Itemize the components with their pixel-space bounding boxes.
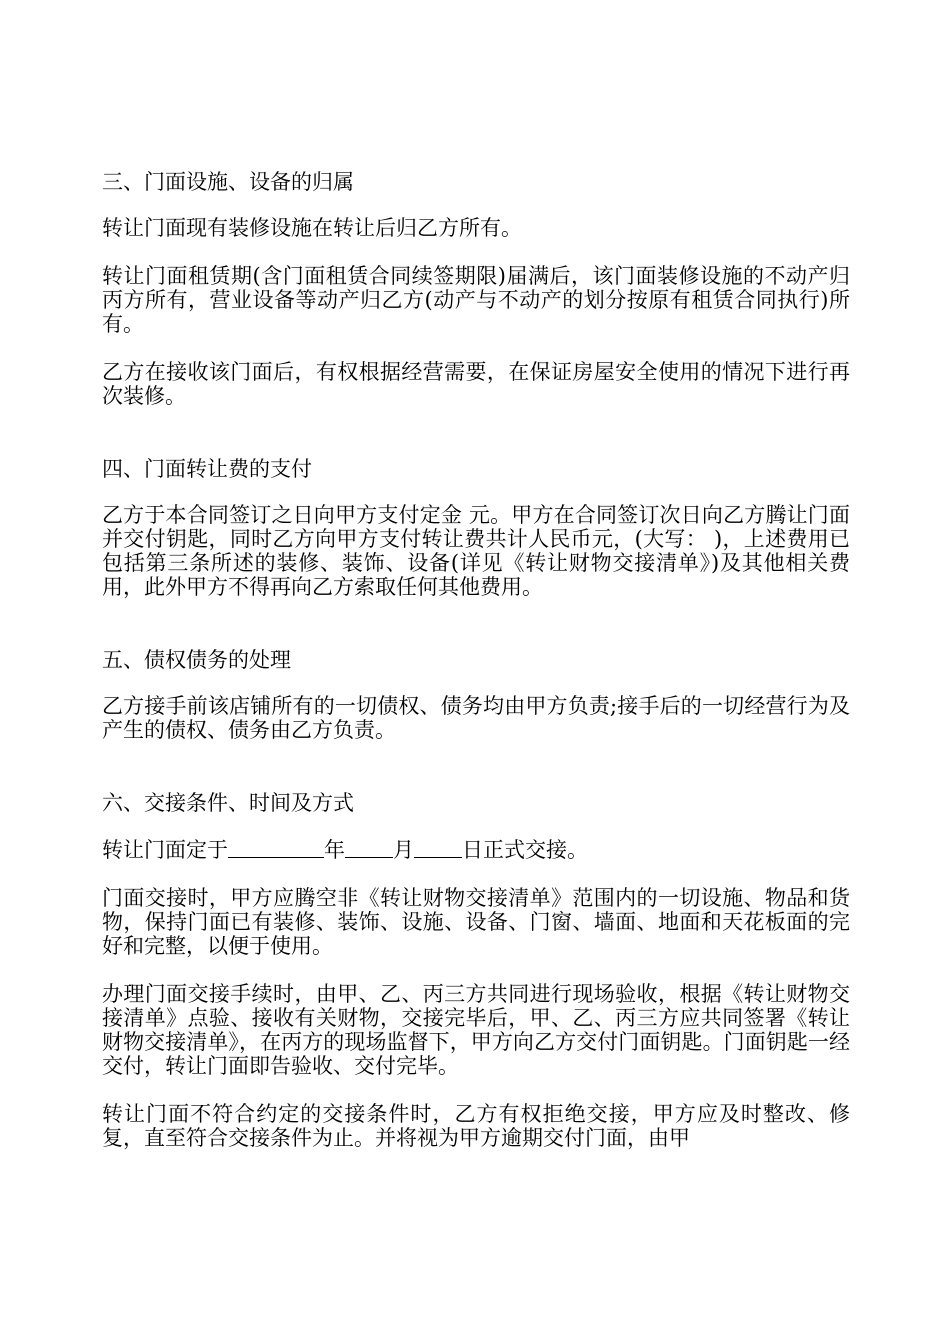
day-blank bbox=[414, 837, 462, 858]
handover-prefix: 转让门面定于 bbox=[102, 838, 228, 862]
paragraph: 转让门面不符合约定的交接条件时，乙方有权拒绝交接，甲方应及时整改、修复，直至符合交接条件为止。并将视为甲方逾期交付门面，由甲 bbox=[102, 1102, 850, 1150]
document-page bbox=[102, 170, 850, 1174]
section-4 bbox=[102, 457, 850, 599]
section-heading: 四、门面转让费的支付 bbox=[102, 457, 312, 481]
section-heading: 五、债权债务的处理 bbox=[102, 648, 291, 672]
paragraph: 门面交接时，甲方应腾空非《转让财物交接清单》范围内的一切设施、物品和货物，保持门面已有装修、装饰、设施、设备、门窗、墙面、地面和天花板面的完好和完整，以便于使用。 bbox=[102, 886, 850, 958]
section-heading: 六、交接条件、时间及方式 bbox=[102, 791, 354, 815]
section-3 bbox=[102, 170, 850, 408]
year-blank bbox=[228, 837, 324, 858]
month-blank bbox=[345, 837, 393, 858]
paragraph: 转让门面租赁期(含门面租赁合同续签期限)届满后，该门面装修设施的不动产归丙方所有，营业设备等动产归乙方(动产与不动产的划分按原有租赁合同执行)所有。 bbox=[102, 264, 850, 336]
paragraph: 转让门面现有装修设施在转让后归乙方所有。 bbox=[102, 216, 522, 240]
section-6 bbox=[102, 791, 850, 1150]
section-heading: 三、门面设施、设备的归属 bbox=[102, 170, 354, 194]
paragraph: 乙方在接收该门面后，有权根据经营需要，在保证房屋安全使用的情况下进行再次装修。 bbox=[102, 360, 850, 408]
month-label: 月 bbox=[393, 838, 414, 862]
day-label: 日正式交接。 bbox=[462, 838, 588, 862]
paragraph: 乙方于本合同签订之日向甲方支付定金 元。甲方在合同签订次日向乙方腾让门面并交付钥匙，同时乙方向甲方支付转让费共计人民币元，(大写： )，上述费用已包括第三条所述的装修、装饰、设备(详见《转让财物交接清单》)及其他相关费用，此外甲方不得再向乙方索取任何其他费用。 bbox=[102, 503, 850, 599]
handover-date-line bbox=[102, 837, 850, 862]
paragraph: 办理门面交接手续时，由甲、乙、丙三方共同进行现场验收，根据《转让财物交接清单》点验、接收有关财物，交接完毕后，甲、乙、丙三方应共同签署《转让财物交接清单》，在丙方的现场监督下，甲方向乙方交付门面钥匙。门面钥匙一经交付，转让门面即告验收、交付完毕。 bbox=[102, 982, 850, 1078]
section-5 bbox=[102, 648, 850, 742]
year-label: 年 bbox=[324, 838, 345, 862]
paragraph: 乙方接手前该店铺所有的一切债权、债务均由甲方负责;接手后的一切经营行为及产生的债权、债务由乙方负责。 bbox=[102, 694, 850, 742]
